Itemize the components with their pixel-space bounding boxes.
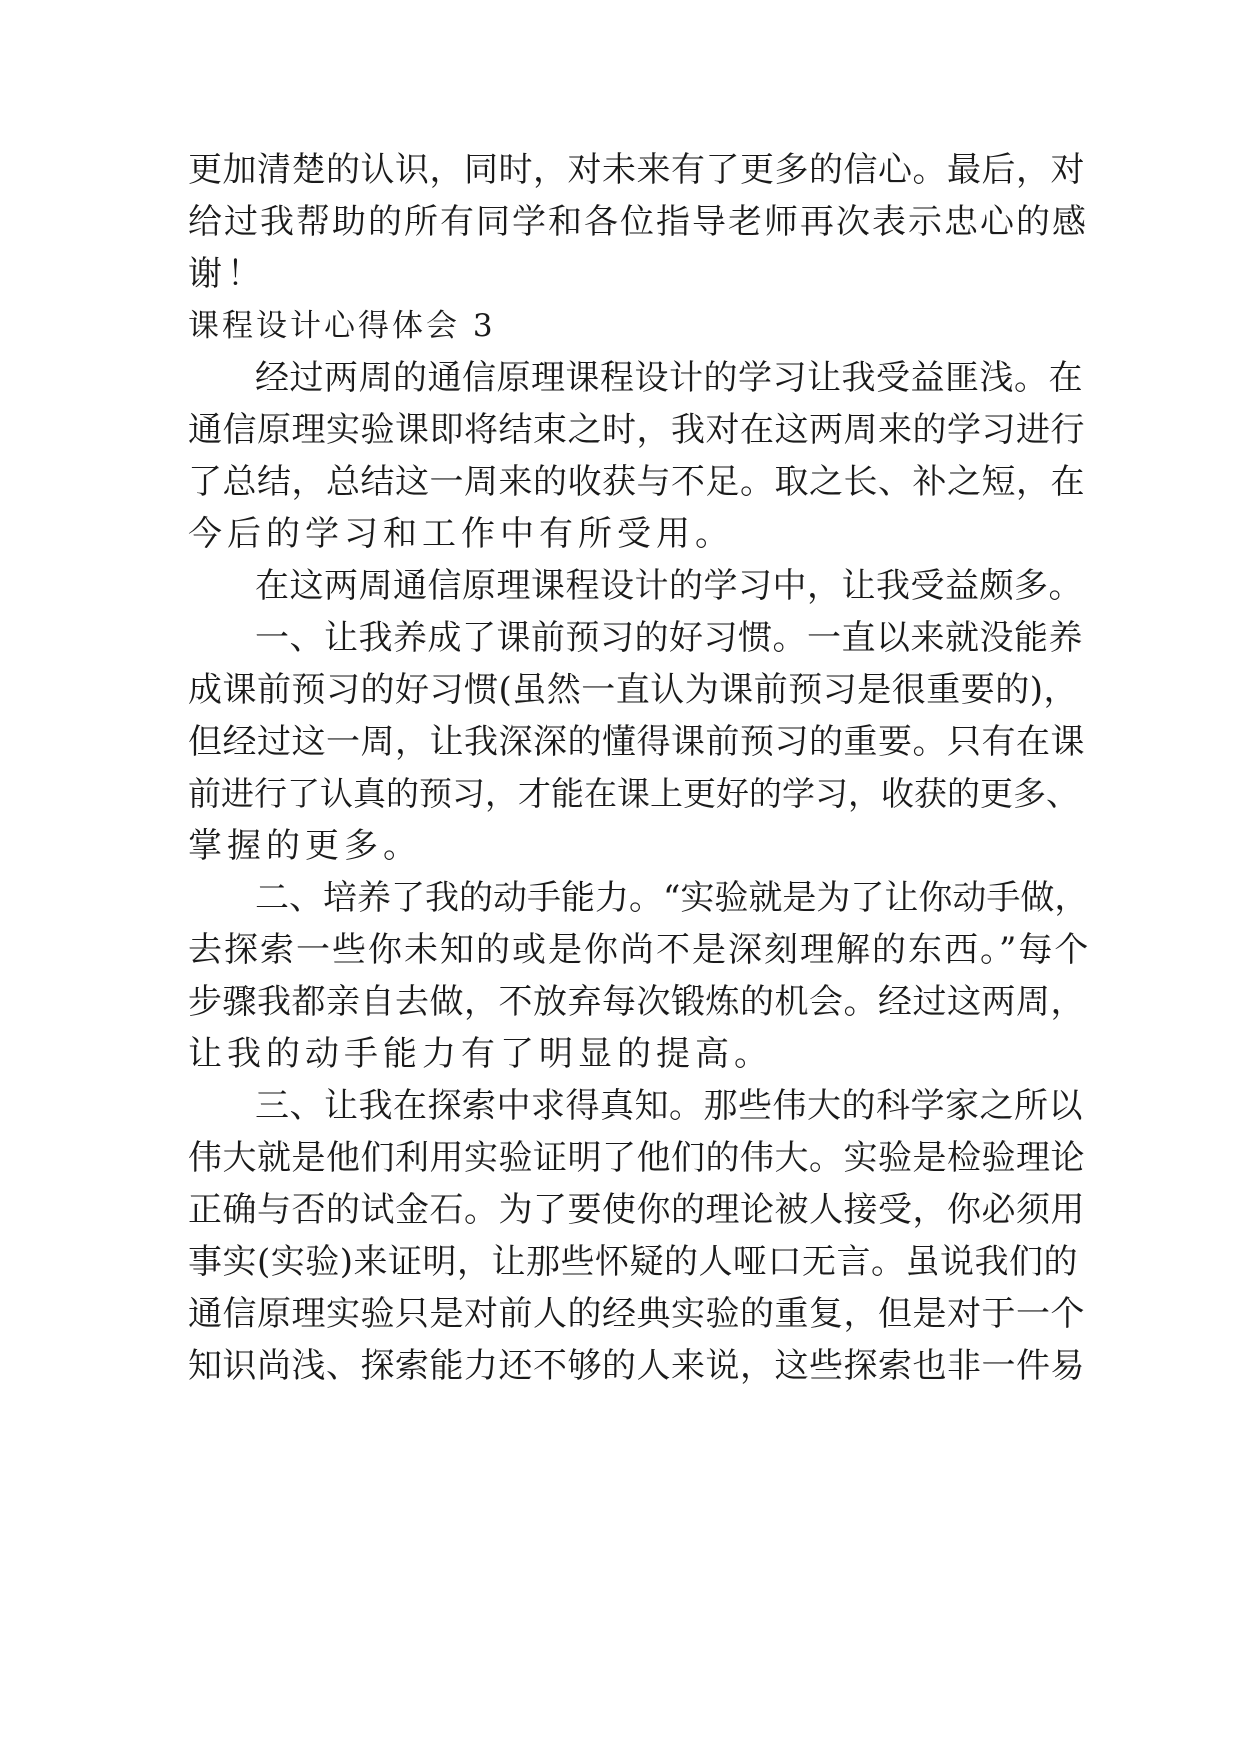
- text-line: 谢！: [188, 254, 266, 294]
- text-line: 成课前预习的好习惯(虽然一直认为课前预习是很重要的)，: [188, 670, 1079, 710]
- text-line: 给过我帮助的所有同学和各位指导老师再次表示忠心的感: [188, 202, 1088, 242]
- text-line: 但经过这一周，让我深深的懂得课前预习的重要。只有在课: [188, 722, 1085, 762]
- text-line: 更加清楚的认识，同时，对未来有了更多的信心。最后，对: [188, 150, 1085, 190]
- text-line: 通信原理实验课即将结束之时，我对在这两周来的学习进行: [188, 410, 1085, 450]
- paragraph-first-line: 经过两周的通信原理课程设计的学习让我受益匪浅。在: [255, 358, 1083, 398]
- text-line: 步骤我都亲自去做，不放弃每次锻炼的机会。经过这两周，: [188, 982, 1085, 1022]
- text-line: 前进行了认真的预习，才能在课上更好的学习，收获的更多、: [188, 774, 1079, 813]
- paragraph-first-line: 在这两周通信原理课程设计的学习中，让我受益颇多。: [255, 566, 1083, 606]
- paragraph-first-line: 一、让我养成了课前预习的好习惯。一直以来就没能养: [255, 618, 1083, 658]
- text-line: 伟大就是他们利用实验证明了他们的伟大。实验是检验理论: [188, 1138, 1085, 1178]
- text-line: 事实(实验)来证明，让那些怀疑的人哑口无言。虽说我们的: [188, 1242, 1079, 1282]
- text-line: 通信原理实验只是对前人的经典实验的重复，但是对于一个: [188, 1294, 1085, 1334]
- section-heading: 课程设计心得体会 3: [188, 308, 496, 344]
- text-line: 了总结，总结这一周来的收获与不足。取之长、补之短，在: [188, 462, 1085, 502]
- text-line: 正确与否的试金石。为了要使你的理论被人接受，你必须用: [188, 1190, 1085, 1230]
- text-line: 让我的动手能力有了明显的提高。: [188, 1034, 773, 1074]
- text-line: 今后的学习和工作中有所受用。: [188, 514, 734, 554]
- text-line: 去探索一些你未知的或是你尚不是深刻理解的东西。”每个: [188, 930, 1091, 970]
- paragraph-first-line: 三、让我在探索中求得真知。那些伟大的科学家之所以: [255, 1086, 1083, 1126]
- text-line: 知识尚浅、探索能力还不够的人来说，这些探索也非一件易: [188, 1346, 1085, 1386]
- text-line: 掌握的更多。: [188, 826, 422, 866]
- paragraph-first-line: 二、培养了我的动手能力。“实验就是为了让你动手做，: [255, 878, 1089, 918]
